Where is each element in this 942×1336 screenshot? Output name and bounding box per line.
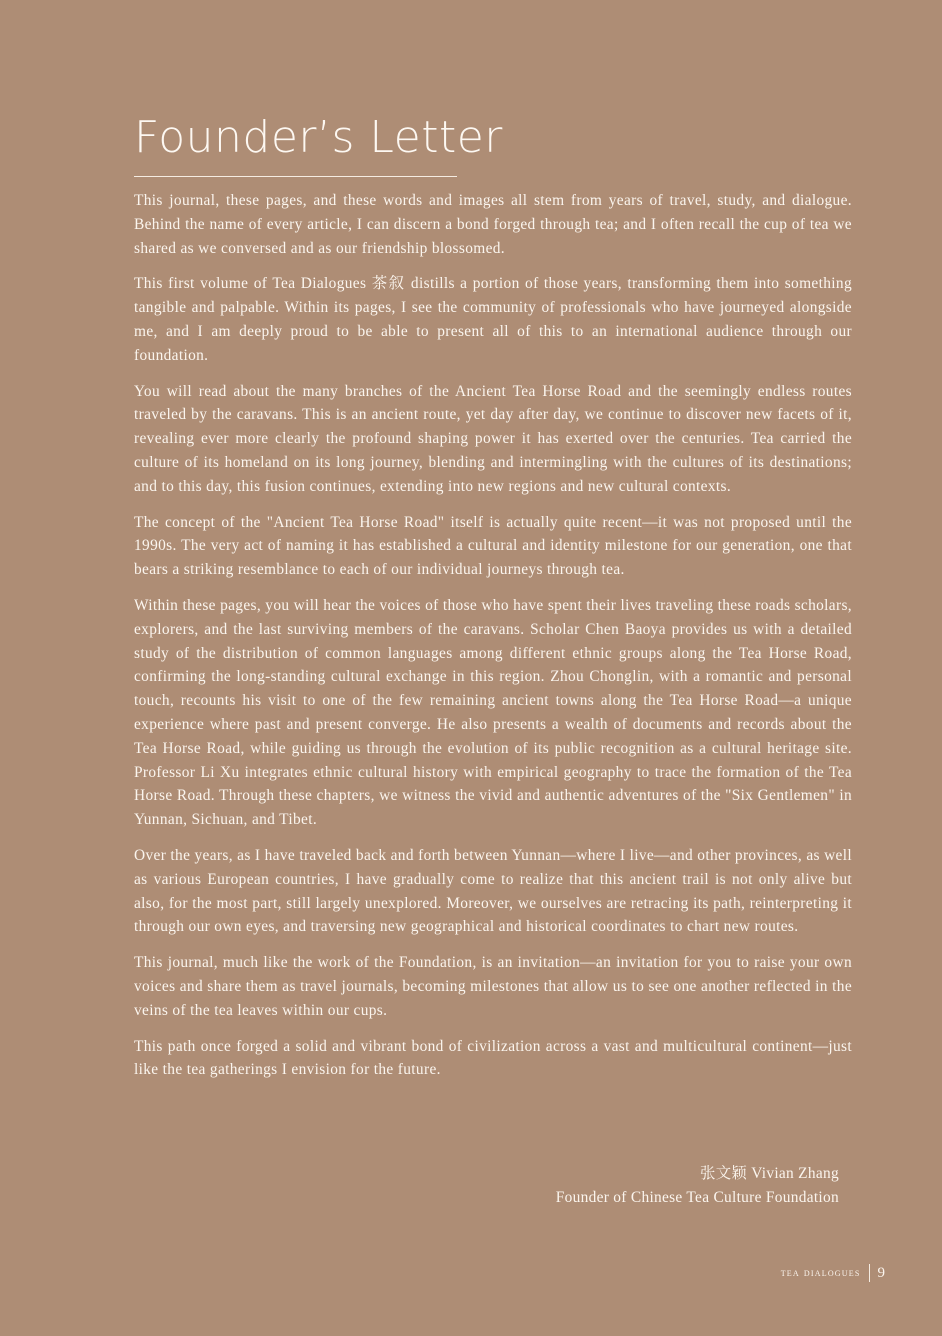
footer-divider bbox=[869, 1264, 870, 1282]
paragraph-7: This journal, much like the work of the Foundation, is an invitation—an invitation for you to raise your own voices and share them as travel journals, becoming milestones that allow us to see one another reflected in the veins of the tea leaves within our cups. bbox=[134, 954, 852, 1019]
paragraph-4: The concept of the "Ancient Tea Horse Road" itself is actually quite recent—it was not proposed until the 1990s. The very act of naming it has established a cultural and identity milestone for our generation, one that bears a striking resemblance to each of our individual journeys through tea. bbox=[134, 513, 852, 579]
paragraph-8: This path once forged a solid and vibrant bond of civilization across a vast and multicultural continent—just like the tea gatherings I envision for the future. bbox=[134, 1037, 852, 1079]
paragraph-3: You will read about the many branches of the Ancient Tea Horse Road and the seemingly endless routes traveled by the caravans. This is an ancient route, yet day after day, we continue to discover new facets of it, revealing ever more clearly the profound shaping power it has exerted over the centuries. Tea carried the culture of its homeland on its long journey, blending and intermingling with the cultures of its destinations; and to this day, this fusion continues, extending into new regions and new cultural contexts. bbox=[134, 382, 852, 495]
signature-block bbox=[556, 1162, 839, 1210]
signature-name: 张文颖 Vivian Zhang bbox=[700, 1165, 839, 1182]
paragraph-1: This journal, these pages, and these words and images all stem from years of travel, study, and dialogue. Behind the name of every article, I can discern a bond forged through tea; and I often recall the cup of tea we shared as we conversed and as our friendship blossomed. bbox=[134, 192, 852, 257]
signature-role: Founder of Chinese Tea Culture Foundation bbox=[555, 1189, 839, 1206]
paragraph-6: Over the years, as I have traveled back and forth between Yunnan—where I live—and other provinces, as well as various European countries, I have gradually come to realize that this ancient trail is not only alive but also, for the most part, still largely unexplored. Moreover, we ourselves are retracing its path, reinterpreting it through our own eyes, and traversing new geographical and historical coordinates to chart new routes. bbox=[134, 846, 852, 936]
page-title: Founder’s Letter bbox=[134, 112, 503, 163]
title-underline bbox=[134, 176, 457, 177]
paragraph-5: Within these pages, you will hear the voices of those who have spent their lives traveling these roads scholars, explorers, and the last surviving members of the caravans. Scholar Chen Baoya provides us with a detailed study of the distribution of common languages among different ethnic groups along the Tea Horse Road, confirming the long-standing cultural exchange in this region. Zhou Chonglin, with a romantic and personal touch, recounts his visit to one of the few remaining ancient towns along the Tea Horse Road—a unique experience where past and present converge. He also presents a wealth of documents and records about the Tea Horse Road, while guiding us through the evolution of its public recognition as a cultural heritage site. Professor Li Xu integrates ethnic cultural history with empirical geography to trace the formation of the Tea Horse Road. Through these chapters, we witness the vivid and authentic adventures of the "Six Gentlemen" in Yunnan, Sichuan, and Tibet. bbox=[134, 596, 852, 829]
letter-body bbox=[134, 189, 852, 1094]
publication-name: tea dialogues bbox=[780, 1267, 861, 1279]
page-number: 9 bbox=[877, 1264, 885, 1281]
page-footer bbox=[781, 1264, 885, 1282]
paragraph-2: This first volume of Tea Dialogues 茶叙 distills a portion of those years, transforming them into something tangible and palpable. Within its pages, I see the community of professionals who have journeyed alongside me, and I am deeply proud to be able to present all of this to an international audience through our foundation. bbox=[134, 275, 852, 364]
